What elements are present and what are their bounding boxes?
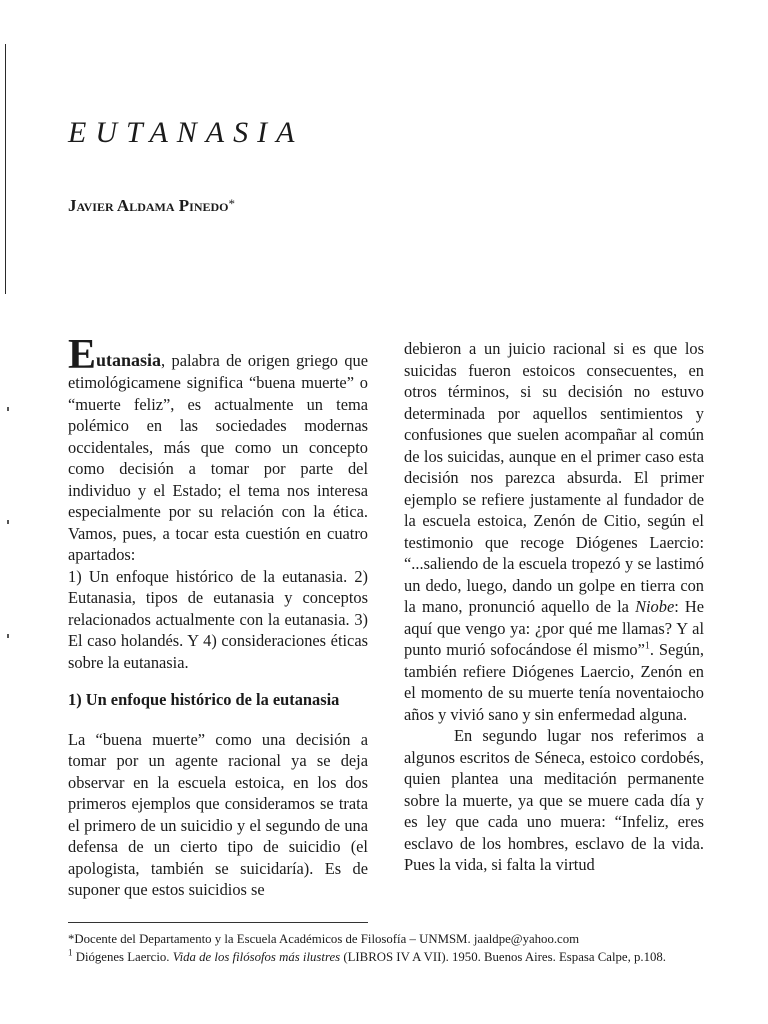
continued-paragraph [404,338,704,725]
paragraph-text-end: . Según, también refiere Diógenes Laercio, Zenón en el momento de su muerte tenía noventaiocho años y vivió sano y sin enfermedad alguna. [404,640,704,724]
scan-speck [7,407,9,411]
author-name [68,196,235,216]
scan-speck [7,520,9,524]
section-heading: 1) Un enfoque histórico de la eutanasia [68,690,340,709]
right-column [404,338,704,876]
intro-paragraph [68,332,368,566]
footnote-1-mark: 1 [68,947,73,958]
scan-speck [7,634,9,638]
left-column [68,332,368,901]
footnotes [68,930,708,966]
quote-text: : He aquí que vengo ya: ¿por qué me llamas? Y al punto murió sofocándose él mismo” [404,597,705,659]
footnote-1-book-title: Vida de los filósofos más ilustres [172,950,341,964]
footnote-1 [68,948,708,966]
seneca-paragraph: En segundo lugar nos referimos a algunos escritos de Séneca, estoico cordobés, quien plantea una meditación permanente sobre la muerte, ya que se muere cada día y es ley que cada uno muera: “Infeliz, eres esclavo de los hombres, esclavo de la vida. Pues la vida, si falta la virtud [404,726,704,874]
footnote-divider [68,922,368,923]
footnote-1-text-end: (LIBROS IV A VII). 1950. Buenos Aires. Espasa Calpe, p.108. [340,950,666,964]
section-paragraph: La “buena muerte” como una decisión a tomar por un agente racional ya se deja observar en la escuela estoica, en los dos primeros ejemplos que consideramos se trata el primero de un suicidio y el segundo de una defensa de un cierto tipo de suicidio (el apologista, también se suicidaría). Es de suponer que estos suicidios se [68,729,368,899]
footnote-1-text: Diógenes Laercio. [72,950,173,964]
scan-edge-line [5,44,6,294]
italic-work-title: Niobe [635,597,675,616]
lead-word: utanasia [96,350,162,370]
article-title: EUTANASIA [68,116,304,149]
intro-text: , palabra de origen griego que etimológicamene significa “buena muerte” o “muerte feliz”, es actualmente un tema polémico en las sociedades modernas occidentales, más que como un concepto como decisión a tomar por parte del individuo y el Estado; el tema nos interesa especialmente por su relación con la ética. Vamos, pues, a tocar esta cuestión en cuatro apartados: [68,351,368,564]
paragraph-text: debieron a un juicio racional si es que los suicidas fueron estoicos consecuentes, en otros términos, si su decisión no estuvo determinada por aquellos sentimientos y confusiones que suelen acompañar al común de los suicidas, aunque en el primer caso esta decisión nos parezca absurda. El primer ejemplo se refiere justamente al fundador de la escuela estoica, Zenón de Citio, según el testimonio que recoge Diógenes Laercio: “...saliendo de la escuela tropezó y se lastimó un dedo, luego, dando un golpe en tierra con la mano, pronunció aquello de la [404,339,704,616]
author-name-text: Javier Aldama Pinedo [68,196,229,215]
outline-paragraph: 1) Un enfoque histórico de la eutanasia. 2) Eutanasia, tipos de eutanasia y conceptos relacionados actualmente con la eutanasia. 3) El caso holandés. Y 4) consideraciones éticas sobre la eutanasia. [68,566,368,672]
author-footnote-mark: * [228,196,236,211]
drop-cap: E [68,332,97,378]
footnote-reference: 1 [644,640,650,652]
footnote-author: *Docente del Departamento y la Escuela Académicos de Filosofía – UNMSM. jaaldpe@yahoo.com [68,932,580,946]
